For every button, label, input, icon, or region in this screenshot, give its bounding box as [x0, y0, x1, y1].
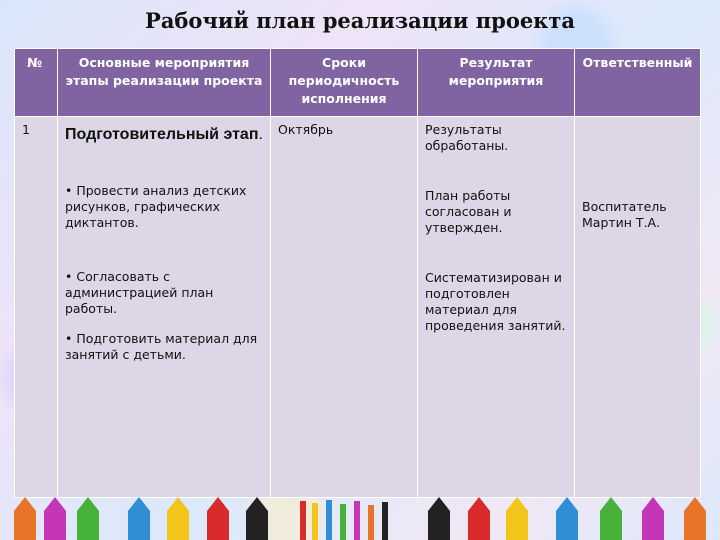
header-responsible: Ответственный: [575, 49, 701, 117]
responsible-cell: [575, 117, 701, 498]
activity-item: • Провести анализ детских рисунков, графических диктантов.: [65, 183, 247, 230]
table-header-row: [15, 49, 701, 117]
activities-cell: [58, 117, 271, 498]
responsible-role: Воспитатель: [582, 199, 667, 214]
pencil-row-left: [14, 497, 268, 540]
stage-title-text: Подготовительный этап: [65, 126, 259, 143]
header-deadline: Сроки периодичность исполнения: [271, 49, 418, 117]
responsible-name: Мартин Т.А.: [582, 215, 661, 230]
activity-item: • Согласовать с администрацией план работы.: [65, 269, 214, 316]
project-plan-table: [14, 48, 701, 498]
row-number: 1: [15, 117, 58, 498]
stage-title-suffix: .: [258, 126, 263, 143]
stage-title: [65, 124, 263, 145]
table-row: [15, 117, 701, 498]
result-item: План работы согласован и утвержден.: [425, 188, 512, 235]
header-result: Результат мероприятия: [418, 49, 575, 117]
result-item: Систематизирован и подготовлен материал для проведения занятий.: [425, 270, 566, 333]
results-cell: [418, 117, 575, 498]
pencil-row-right: [428, 497, 706, 540]
header-number: №: [15, 49, 58, 117]
deadline-cell: Октябрь: [271, 117, 418, 498]
result-item: Результаты обработаны.: [425, 122, 509, 153]
pencil-row-center: [300, 500, 388, 540]
page-title: Рабочий план реализации проекта: [145, 8, 575, 33]
colored-pencils-icon: [0, 497, 720, 540]
header-activities: Основные мероприятия этапы реализации проекта: [58, 49, 271, 117]
activity-item: • Подготовить материал для занятий с детьми.: [65, 331, 258, 362]
